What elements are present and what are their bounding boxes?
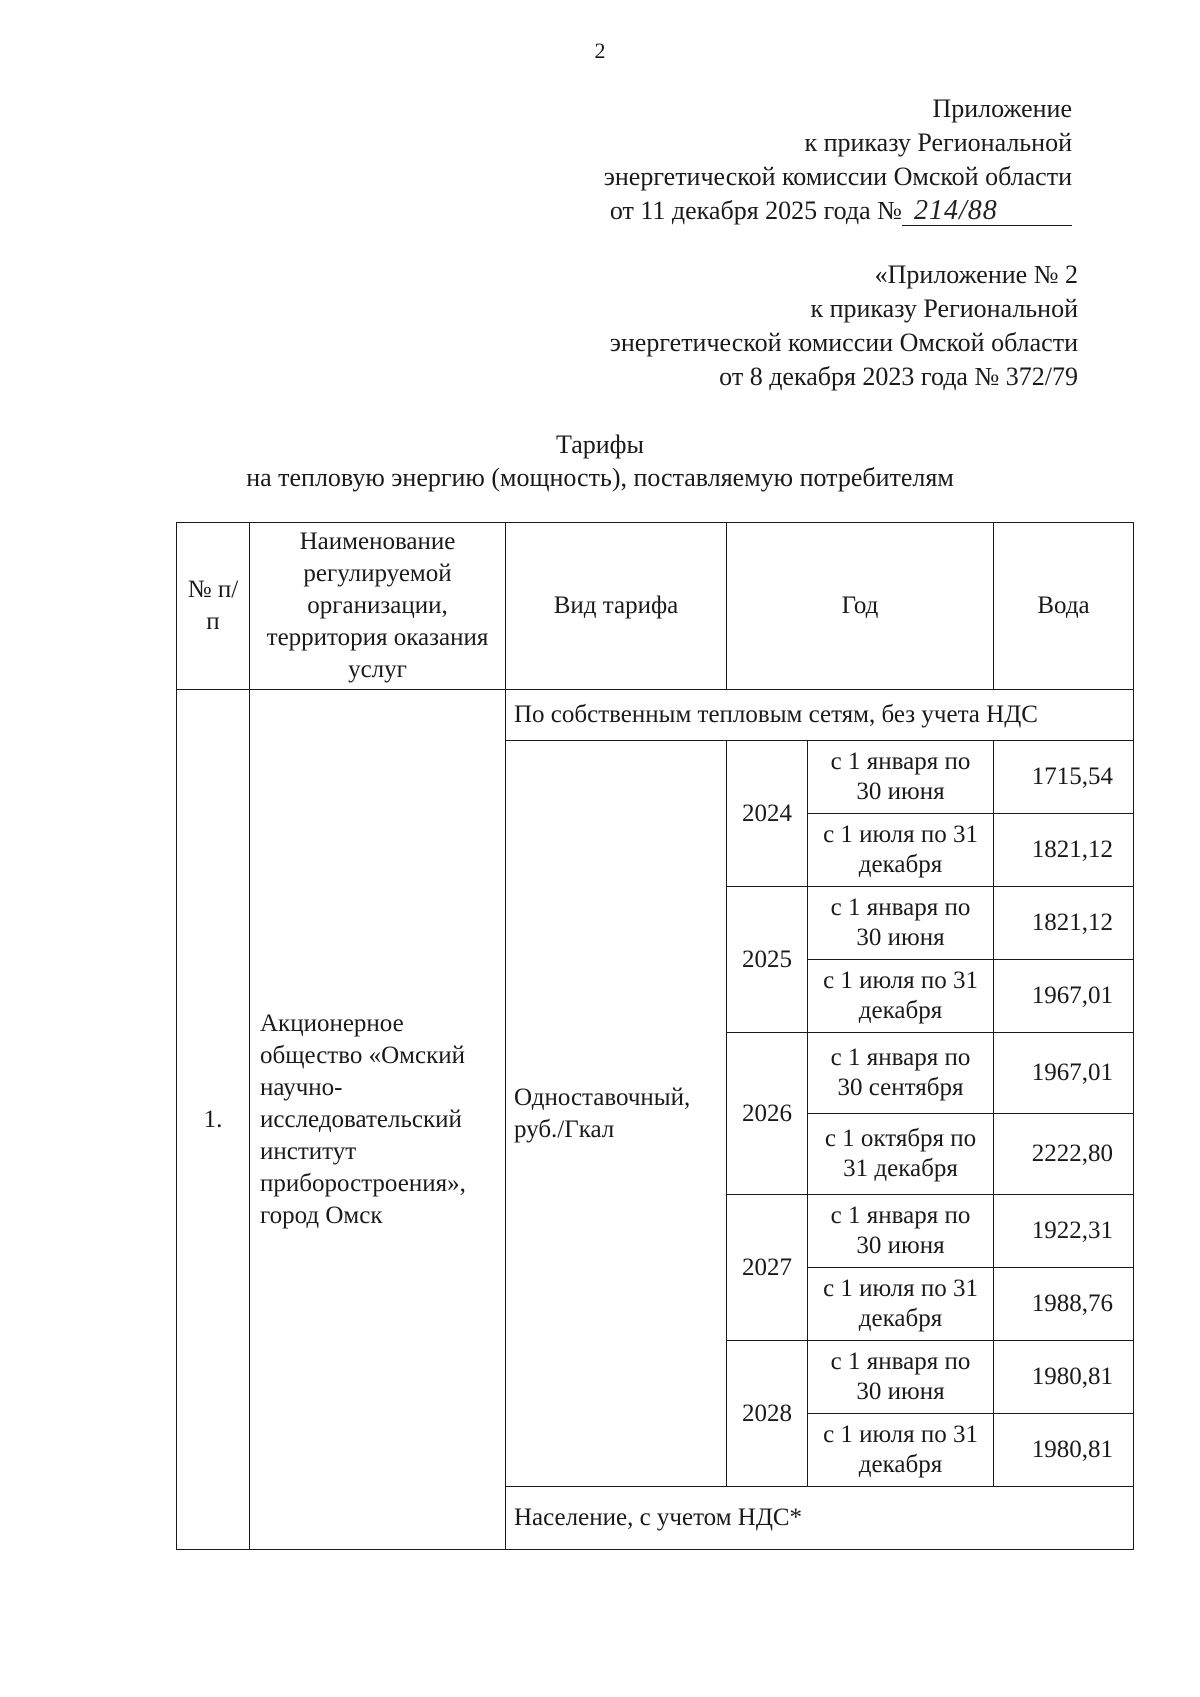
value-cell: 1967,01 — [994, 960, 1134, 1033]
value-cell: 1967,01 — [994, 1033, 1134, 1114]
header-num: № п/п — [177, 523, 250, 690]
header-org: Наименование регулируемой организации, территория оказания услуг — [250, 523, 506, 690]
header-year: Год — [727, 523, 994, 690]
title-line-2: на тепловую энергию (мощность), поставляемую потребителям — [246, 463, 954, 492]
value-cell: 1821,12 — [994, 814, 1134, 887]
table-header-row — [177, 523, 1134, 690]
value-cell: 1715,54 — [994, 741, 1134, 814]
tariff-kind: Одноставочный, руб./Гкал — [506, 741, 727, 1487]
period-cell: с 1 июля по 31 декабря — [808, 960, 994, 1033]
section-own-networks: По собственным тепловым сетям, без учета НДС — [506, 690, 1134, 741]
year-cell: 2027 — [727, 1195, 808, 1341]
appendix-line: энергетической комиссии Омской области — [609, 328, 1078, 357]
value-cell: 1980,81 — [994, 1341, 1134, 1414]
header-water: Вода — [994, 523, 1134, 690]
organization-name: Акционерное общество «Омский научно-исследовательский институт приборостроения», город Омск — [250, 690, 506, 1550]
appendix-line: к приказу Региональной — [810, 294, 1078, 323]
period-cell: с 1 января по 30 июня — [808, 1341, 994, 1414]
value-cell: 1922,31 — [994, 1195, 1134, 1268]
value-cell: 1988,76 — [994, 1268, 1134, 1341]
appendix-line: «Приложение № 2 — [874, 260, 1078, 289]
tariffs-table — [176, 522, 1134, 1550]
period-cell: с 1 июля по 31 декабря — [808, 1268, 994, 1341]
period-cell: с 1 июля по 31 декабря — [808, 814, 994, 887]
year-cell: 2028 — [727, 1341, 808, 1487]
page-number: 2 — [594, 38, 606, 63]
period-cell: с 1 января по 30 сентября — [808, 1033, 994, 1114]
period-cell: с 1 января по 30 июня — [808, 741, 994, 814]
appendix-date-prefix: от 11 декабря 2025 года № — [609, 196, 902, 225]
appendix-current — [604, 92, 1072, 228]
appendix-line: к приказу Региональной — [804, 128, 1072, 157]
period-cell: с 1 января по 30 июня — [808, 1195, 994, 1268]
value-cell: 1821,12 — [994, 887, 1134, 960]
table-row — [177, 690, 1134, 741]
period-cell: с 1 июля по 31 декабря — [808, 1414, 994, 1487]
row-number: 1. — [177, 690, 250, 1550]
section-population: Население, с учетом НДС* — [506, 1487, 1134, 1550]
order-number-field — [902, 197, 1072, 226]
appendix-line: Приложение — [932, 94, 1072, 123]
header-kind: Вид тарифа — [506, 523, 727, 690]
year-cell: 2026 — [727, 1033, 808, 1195]
period-cell: с 1 января по 30 июня — [808, 887, 994, 960]
title-line-1: Тарифы — [555, 430, 644, 459]
appendix-line: от 8 декабря 2023 года № 372/79 — [719, 362, 1078, 391]
value-cell: 1980,81 — [994, 1414, 1134, 1487]
appendix-original — [610, 258, 1078, 394]
handwritten-order-number: 214/88 — [914, 195, 998, 226]
appendix-line: энергетической комиссии Омской области — [603, 162, 1072, 191]
value-cell: 2222,80 — [994, 1114, 1134, 1195]
period-cell: с 1 октября по 31 декабря — [808, 1114, 994, 1195]
year-cell: 2025 — [727, 887, 808, 1033]
year-cell: 2024 — [727, 741, 808, 887]
document-title — [0, 428, 1200, 494]
appendix-date-line — [604, 194, 1072, 228]
